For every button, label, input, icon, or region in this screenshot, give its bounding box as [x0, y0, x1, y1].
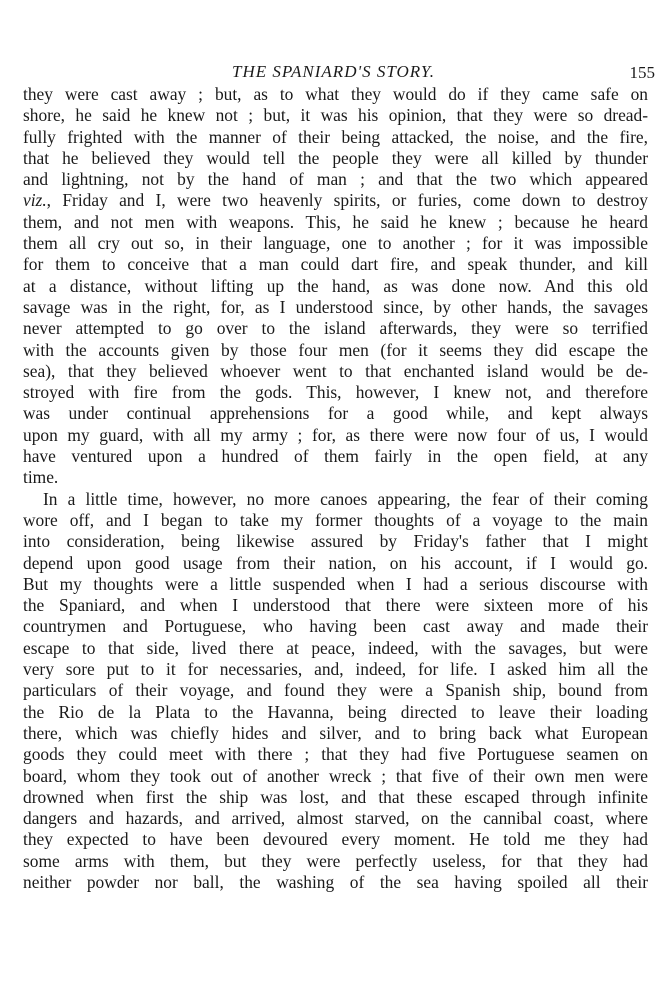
text-line: upon my guard, with all my army ; for, as there were now four of us, I would: [23, 424, 648, 445]
text-line: the Spaniard, and when I understood that there were sixteen more of his: [23, 595, 648, 616]
text-line: board, whom they took out of another wreck ; that five of their own men were: [23, 765, 648, 786]
text-line: for them to conceive that a man could dart fire, and speak thunder, and kill: [23, 254, 648, 275]
text-line: particulars of their voyage, and found they were a Spanish ship, bound from: [23, 680, 648, 701]
text-line: them, and not men with weapons. This, he said he knew ; because he heard: [23, 211, 648, 232]
text-line: was under continual apprehensions for a good while, and kept always: [23, 403, 648, 424]
text-line: very sore put to it for necessaries, and, indeed, for life. I asked him all the: [23, 659, 648, 680]
text-line: some arms with them, but they were perfectly useless, for that they had: [23, 850, 648, 871]
text-line: time.: [23, 467, 59, 488]
text-line: goods they could meet with there ; that they had five Portuguese seamen on: [23, 744, 648, 765]
text-line: neither powder nor ball, the washing of the sea having spoiled all their: [23, 871, 648, 892]
text-segment: , Friday and I, were two heavenly spirits, or furies, come down to destroy: [46, 190, 648, 211]
text-line: they were cast away ; but, as to what they would do if they came safe on: [23, 84, 648, 104]
text-line: escape to that side, lived there at peace, indeed, with the savages, but were: [23, 637, 648, 658]
text-line: fully frighted with the manner of their being attacked, the noise, and the fire,: [23, 126, 648, 147]
text-line: wore off, and I began to take my former thoughts of a voyage to the main: [23, 509, 648, 530]
text-line: that he believed they would tell the people they were all killed by thunder: [23, 147, 648, 168]
text-line: dangers and hazards, and arrived, almost starved, on the cannibal coast, where: [23, 808, 648, 829]
text-line: into consideration, being likewise assured by Friday's father that I might: [23, 531, 648, 552]
page-header: [0, 62, 667, 86]
text-line: and lightning, not by the hand of man ; and that the two which appeared: [23, 169, 648, 190]
text-line: drowned when first the ship was lost, and that these escaped through infinite: [23, 786, 648, 807]
italic-abbreviation: viz.: [23, 190, 47, 211]
text-line: In a little time, however, no more canoes appearing, the fear of their coming: [43, 488, 648, 509]
text-line: savage was in the right, for, as I understood since, by other hands, the savages: [23, 296, 648, 317]
text-line: But my thoughts were a little suspended when I had a serious discourse with: [23, 573, 648, 594]
text-line: shore, he said he knew not ; but, it was his opinion, that they were so dread-: [23, 105, 648, 126]
text-line: never attempted to go over to the island afterwards, they were so terrified: [23, 318, 648, 339]
text-line: depend upon good usage from their nation, on his account, if I would go.: [23, 552, 648, 573]
text-line: countrymen and Portuguese, who having been cast away and made their: [23, 616, 648, 637]
text-line: sea), that they believed whoever went to that enchanted island would be de-: [23, 360, 648, 381]
paragraph-1: [23, 84, 648, 489]
text-line: there, which was chiefly hides and silver, and to bring back what European: [23, 722, 648, 743]
text-line: at a distance, without lifting up the hand, as was done now. And this old: [23, 275, 648, 296]
text-line: [23, 190, 648, 211]
text-line: have ventured upon a hundred of them fairly in the open field, at any: [23, 446, 648, 467]
body-text: [23, 84, 648, 893]
text-line: they expected to have been devoured every moment. He told me they had: [23, 829, 648, 850]
running-title: THE SPANIARD'S STORY.: [231, 62, 436, 81]
text-line: stroyed with fire from the gods. This, however, I knew not, and therefore: [23, 382, 648, 403]
text-line: with the accounts given by those four men (for it seems they did escape the: [23, 339, 648, 360]
text-line: the Rio de la Plata to the Havanna, being directed to leave their loading: [23, 701, 648, 722]
page-number: 155: [629, 63, 655, 82]
text-line: them all cry out so, in their language, one to another ; for it was impossible: [23, 233, 648, 254]
paragraph-2: [23, 489, 648, 894]
